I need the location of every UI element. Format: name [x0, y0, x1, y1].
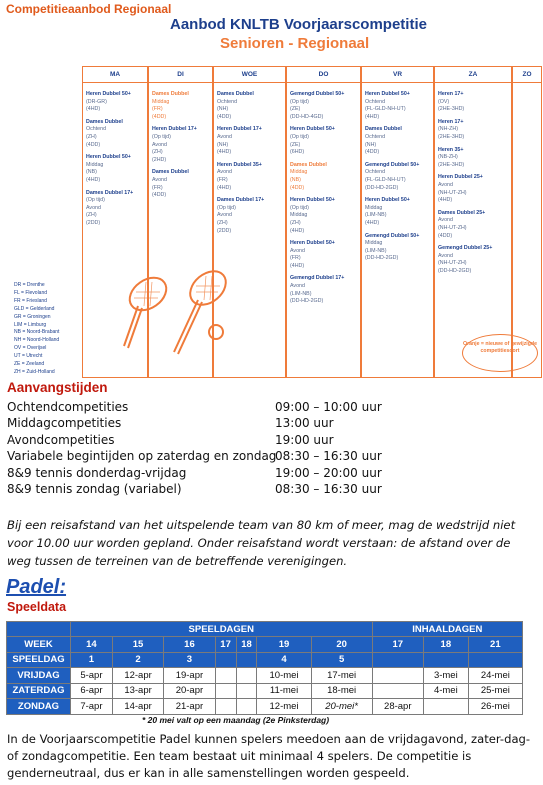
competition-detail: (DD-HD-2GD): [290, 298, 324, 305]
start-time-label: Variabele begintijden op zaterdag en zondag: [7, 449, 277, 464]
legend-item: OV = Overijsel: [14, 345, 47, 352]
date-cell: 10-mei: [257, 668, 311, 684]
section-heading: Competitieaanbod Regionaal: [6, 2, 172, 16]
start-time-value: 19:00 uur: [275, 432, 334, 447]
week-cell: 16: [164, 637, 215, 653]
competition-detail: (NB): [290, 176, 301, 183]
start-time-value: 19:00 – 20:00 uur: [275, 465, 382, 480]
competition-detail: (2DD): [217, 227, 232, 234]
date-cell: [236, 683, 257, 699]
competition-detail: (Op tijd): [152, 133, 171, 140]
competition-entry: [287, 275, 360, 305]
province-legend: [14, 282, 59, 377]
competition-detail: (Op tijd): [290, 133, 309, 140]
competition-detail: (4DD): [290, 184, 305, 191]
competition-title: Heren Dubbel 17+: [152, 126, 197, 133]
speeldag-cell: 5: [311, 652, 372, 668]
speeldag-cell: [236, 652, 257, 668]
competition-detail: (2HE-3HD): [438, 106, 465, 113]
legend-item: ZH = Zuid-Holland: [14, 368, 55, 375]
competition-detail: Avond: [438, 181, 453, 188]
competition-detail: (4DD): [152, 113, 167, 120]
start-time-value: 09:00 – 10:00 uur: [275, 400, 382, 414]
table-group-header: [7, 622, 523, 637]
legend-item: NB = Noord-Brabant: [14, 329, 60, 336]
day-header: ZO: [513, 66, 541, 83]
date-cell: 11-mei: [257, 683, 311, 699]
competition-detail: Middag: [365, 204, 383, 211]
competition-detail: Avond: [217, 212, 232, 219]
day-column: [361, 66, 434, 378]
competition-entry: [83, 91, 147, 114]
competition-entry: [362, 126, 433, 156]
competition-title: Heren Dubbel 17+: [217, 126, 262, 133]
date-cell: 28-apr: [372, 699, 423, 715]
start-time-row: [7, 465, 427, 481]
week-cell: 19: [257, 637, 311, 653]
competition-detail: Avond: [290, 247, 305, 254]
competition-detail: Avond: [438, 217, 453, 224]
competition-detail: Avond: [217, 133, 232, 140]
start-time-label: Avondcompetities: [7, 432, 115, 447]
competition-title: Heren Dubbel 35+: [217, 161, 262, 168]
competition-detail: Ochtend: [365, 133, 386, 140]
day-entries: [83, 83, 147, 228]
legend-item: GR = Groningen: [14, 313, 51, 320]
day-column: [434, 66, 512, 378]
competition-title: Gemengd Dubbel 17+: [290, 275, 345, 282]
competition-detail: (LIM-NB): [365, 212, 387, 219]
start-times-list: [7, 399, 427, 497]
date-cell: 5-apr: [71, 668, 113, 684]
week-cell: 15: [112, 637, 163, 653]
competition-detail: Ochtend: [217, 98, 238, 105]
row-label: ZONDAG: [7, 699, 71, 715]
speeldag-cell: 3: [164, 652, 215, 668]
day-entries: [287, 83, 360, 306]
competition-graphic: [0, 0, 543, 378]
competition-detail: Middag: [152, 98, 170, 105]
date-cell: [215, 668, 236, 684]
competition-detail: (NH): [217, 141, 229, 148]
competition-detail: Avond: [152, 141, 167, 148]
competition-entry: [214, 162, 285, 192]
speeldag-cell: [215, 652, 236, 668]
day-entries: [214, 83, 285, 235]
date-cell: [372, 683, 423, 699]
competition-title: Heren Dubbel 50+: [365, 91, 410, 97]
competition-title: Dames Dubbel: [152, 91, 189, 97]
competition-title: Dames Dubbel: [86, 118, 123, 125]
competition-detail: (ZH): [290, 219, 301, 226]
competition-detail: Ochtend: [365, 98, 386, 105]
competition-title: Dames Dubbel 25+: [438, 209, 486, 216]
competition-entry: [435, 119, 511, 142]
competition-detail: (Op tijd): [290, 204, 309, 211]
competition-title: Heren 35+: [438, 146, 464, 153]
competition-entry: [287, 240, 360, 270]
competition-entry: [83, 154, 147, 184]
competition-detail: Avond: [290, 283, 305, 290]
legend-item: ZE = Zeeland: [14, 361, 45, 368]
table-row: [7, 668, 523, 684]
date-cell: 26-mei: [468, 699, 522, 715]
competition-entry: [287, 126, 360, 156]
new-competition-note: Oranje = nieuwe of gewijzigde competitiesoort: [462, 334, 538, 372]
competition-detail: (DD-HD-2GD): [365, 255, 399, 262]
competition-detail: (4HD): [365, 219, 380, 226]
speeldag-cell: 2: [112, 652, 163, 668]
legend-item: GLD = Gelderland: [14, 305, 55, 312]
day-column: [512, 66, 542, 378]
start-time-value: 08:30 – 16:30 uur: [275, 481, 382, 496]
date-cell: 3-mei: [423, 668, 468, 684]
competition-title: Gemengd Dubbel 50+: [365, 232, 420, 239]
speeldag-cell: [423, 652, 468, 668]
speeldag-cell: 1: [71, 652, 113, 668]
competition-detail: (2HD): [152, 156, 167, 163]
week-cell: 21: [468, 637, 522, 653]
date-cell: 20-mei*: [311, 699, 372, 715]
competition-entry: [149, 91, 212, 121]
date-cell: [236, 668, 257, 684]
row-label: SPEELDAG: [7, 652, 71, 668]
competition-detail: (FR): [217, 176, 228, 183]
date-cell: 12-mei: [257, 699, 311, 715]
competition-detail: (LIM-NB): [365, 247, 387, 254]
date-cell: [215, 683, 236, 699]
week-cell: 17: [372, 637, 423, 653]
speeldag-cell: [372, 652, 423, 668]
table-row: [7, 683, 523, 699]
padel-heading: Padel:: [6, 576, 67, 598]
competition-detail: (DD-HD-4GD): [290, 113, 324, 120]
padel-description: In de Voorjaarscompetitie Padel kunnen spelers meedoen aan de vrijdagavond, zater-dag- of zondagcompetitie. Een team bestaat uit minimaal 4 spelers. De competitie is genderneutraal, dus er kan in alle samenstellingen worden gespeeld.: [7, 732, 531, 780]
date-cell: 4-mei: [423, 683, 468, 699]
speeldagen-header: SPEELDAGEN: [71, 622, 373, 637]
start-time-row: [7, 399, 427, 415]
competition-title: Dames Dubbel: [290, 161, 327, 168]
competition-detail: (FR): [152, 184, 163, 191]
competition-title: Heren Dubbel 25+: [438, 174, 483, 181]
date-cell: 6-apr: [71, 683, 113, 699]
competition-detail: (FL-GLD-NH-UT): [365, 106, 406, 113]
row-label: ZATERDAG: [7, 683, 71, 699]
competition-detail: (ZE): [290, 141, 301, 148]
date-cell: 19-apr: [164, 668, 215, 684]
competition-detail: (Op tijd): [86, 197, 105, 204]
competition-detail: (4HD): [86, 106, 101, 113]
competition-detail: (4HD): [365, 113, 380, 120]
date-cell: 25-mei: [468, 683, 522, 699]
competition-title: Dames Dubbel 17+: [217, 197, 265, 204]
competition-detail: (NH-UT-ZH): [438, 260, 467, 267]
competition-detail: (NB): [86, 169, 97, 176]
competition-detail: (DR-GR): [86, 98, 107, 105]
competition-detail: (2HE-3HD): [438, 161, 465, 168]
competition-title: Dames Dubbel: [152, 169, 189, 176]
competition-detail: (NH): [217, 106, 229, 113]
start-time-row: [7, 415, 427, 431]
competition-entry: [435, 174, 511, 204]
week-cell: 18: [423, 637, 468, 653]
date-cell: 18-mei: [311, 683, 372, 699]
competition-entry: [435, 245, 511, 275]
competition-detail: (NH): [365, 141, 377, 148]
competition-detail: Avond: [438, 252, 453, 259]
legend-item: DR = Drenthe: [14, 282, 45, 288]
competition-detail: Middag: [86, 161, 104, 168]
date-cell: 13-apr: [112, 683, 163, 699]
legend-item: FL = Flevoland: [14, 289, 48, 296]
competition-detail: (6HD): [290, 149, 305, 156]
competition-detail: Middag: [365, 240, 383, 247]
competition-title: Heren 17+: [438, 91, 464, 97]
competition-title: Heren 17+: [438, 118, 464, 125]
week-cell: 17: [215, 637, 236, 653]
start-times-heading: Aanvangstijden: [7, 380, 108, 395]
competition-detail: (4HD): [438, 197, 453, 204]
competition-detail: (2DD): [86, 219, 101, 226]
start-time-value: 13:00 uur: [275, 416, 334, 431]
date-cell: 21-apr: [164, 699, 215, 715]
competition-entry: [362, 162, 433, 192]
date-cell: 24-mei: [468, 668, 522, 684]
competition-title: Dames Dubbel: [365, 126, 402, 133]
start-time-label: 8&9 tennis zondag (variabel): [7, 481, 182, 496]
competition-detail: Ochtend: [86, 126, 107, 133]
competition-detail: (4DD): [152, 192, 167, 199]
competition-detail: Ochtend: [365, 169, 386, 176]
date-cell: 14-apr: [112, 699, 163, 715]
speeldag-row: [7, 652, 523, 668]
day-entries: [149, 83, 212, 200]
competition-entry: [214, 91, 285, 121]
speeldag-cell: [468, 652, 522, 668]
competition-title: Gemengd Dubbel 50+: [290, 91, 345, 97]
competition-detail: (NH-UT-ZH): [438, 189, 467, 196]
competition-entry: [362, 91, 433, 121]
competition-entry: [435, 91, 511, 114]
date-cell: 12-apr: [112, 668, 163, 684]
competition-detail: Middag: [290, 169, 308, 176]
competition-detail: (4DD): [438, 232, 453, 239]
tennis-rackets-illustration: [118, 262, 238, 362]
competition-title: Dames Dubbel: [217, 91, 254, 97]
legend-item: UT = Utrecht: [14, 353, 43, 360]
date-cell: [372, 668, 423, 684]
day-entries: [362, 83, 433, 263]
competition-detail: (NH-UT-ZH): [438, 224, 467, 231]
competition-detail: (DD-HD-2GD): [365, 184, 399, 191]
competition-detail: (LIM-NB): [290, 290, 312, 297]
week-cell: 20: [311, 637, 372, 653]
day-header: DI: [149, 66, 212, 83]
competition-detail: (4HD): [86, 176, 101, 183]
competition-entry: [214, 126, 285, 156]
competition-detail: (4HD): [217, 184, 232, 191]
competition-title: Heren Dubbel 50+: [290, 240, 335, 247]
competition-detail: (OV): [438, 98, 450, 105]
competition-detail: (Op tijd): [217, 204, 236, 211]
competition-title: Heren Dubbel 50+: [86, 154, 131, 161]
competition-title: Heren Dubbel 50+: [86, 91, 131, 97]
table-row: [7, 699, 523, 715]
competition-detail: (ZH): [86, 212, 97, 219]
date-cell: 17-mei: [311, 668, 372, 684]
inhaaldagen-header: INHAALDAGEN: [372, 622, 522, 637]
competition-detail: Avond: [152, 176, 167, 183]
date-cell: [215, 699, 236, 715]
competition-entry: [214, 197, 285, 235]
competition-detail: (DD-HD-2GD): [438, 267, 472, 274]
row-label: WEEK: [7, 637, 71, 653]
competition-detail: (ZH): [217, 219, 228, 226]
day-header: WOE: [214, 66, 285, 83]
competition-entry: [149, 126, 212, 164]
competition-entry: [149, 169, 212, 199]
competition-detail: (NH-ZH): [438, 126, 459, 133]
competition-detail: (FR): [290, 255, 301, 262]
competition-title: Gemengd Dubbel 50+: [365, 161, 420, 168]
competition-title: Heren Dubbel 50+: [290, 126, 335, 133]
graphic-subtitle: Senioren - Regionaal: [220, 35, 370, 52]
competition-detail: (ZH): [152, 149, 163, 156]
day-header: DO: [287, 66, 360, 83]
travel-distance-note: Bij een reisafstand van het uitspelende team van 80 km of meer, mag de wedstrijd niet voor 10.00 uur worden gepland. Onder reisafstand wordt verstaan: de afstand over de weg tussen de terreinen van de betreffende verenigingen.: [7, 518, 516, 568]
competition-detail: (ZH): [86, 133, 97, 140]
competition-detail: (4DD): [365, 149, 380, 156]
date-cell: 20-apr: [164, 683, 215, 699]
start-time-label: Ochtendcompetities: [7, 400, 129, 414]
competition-title: Gemengd Dubbel 25+: [438, 245, 493, 252]
week-cell: 14: [71, 637, 113, 653]
start-time-row: [7, 481, 427, 497]
start-time-row: [7, 448, 427, 464]
competition-entry: [287, 197, 360, 235]
competition-entry: [362, 233, 433, 263]
competition-detail: (Op tijd): [290, 98, 309, 105]
day-header: ZA: [435, 66, 511, 83]
competition-detail: (NB-ZH): [438, 154, 458, 161]
competition-detail: (4HD): [217, 149, 232, 156]
row-label: VRIJDAG: [7, 668, 71, 684]
graphic-title: Aanbod KNLTB Voorjaarscompetitie: [170, 16, 427, 33]
competition-detail: (FR): [152, 106, 163, 113]
date-cell: 7-apr: [71, 699, 113, 715]
padel-schedule-table: [6, 621, 523, 715]
week-cell: 18: [236, 637, 257, 653]
competition-entry: [435, 210, 511, 240]
competition-detail: Avond: [217, 169, 232, 176]
competition-detail: Middag: [290, 212, 308, 219]
day-entries: [513, 83, 541, 91]
start-time-label: 8&9 tennis donderdag-vrijdag: [7, 465, 187, 480]
competition-title: Dames Dubbel 17+: [86, 189, 134, 196]
competition-detail: (4DD): [86, 141, 101, 148]
competition-detail: (4HD): [290, 262, 305, 269]
start-time-label: Middagcompetities: [7, 416, 122, 431]
competition-entry: [83, 190, 147, 228]
competition-detail: (2HE-3HD): [438, 133, 465, 140]
legend-item: NH = Noord-Holland: [14, 337, 60, 344]
date-cell: [423, 699, 468, 715]
competition-detail: Avond: [86, 204, 101, 211]
day-column: [286, 66, 361, 378]
legend-item: FR = Friesland: [14, 297, 47, 304]
week-row: [7, 637, 523, 653]
legend-item: LIM = Limburg: [14, 321, 47, 328]
competition-detail: (4DD): [217, 113, 232, 120]
competition-detail: (4HD): [290, 227, 305, 234]
day-header: VR: [362, 66, 433, 83]
competition-title: Heren Dubbel 50+: [290, 197, 335, 204]
competition-detail: (ZE): [290, 106, 301, 113]
competition-entry: [287, 91, 360, 121]
competition-entry: [83, 119, 147, 149]
competition-entry: [287, 162, 360, 192]
play-dates-heading: Speeldata: [7, 600, 67, 614]
competition-entry: [362, 197, 433, 227]
pinkster-footnote: * 20 mei valt op een maandag (2e Pinksterdag): [142, 715, 330, 725]
date-cell: [236, 699, 257, 715]
competition-detail: (FL-GLD-NH-UT): [365, 176, 406, 183]
day-entries: [435, 83, 511, 275]
start-time-row: [7, 432, 427, 448]
speeldag-cell: 4: [257, 652, 311, 668]
header-corner: [7, 622, 71, 637]
competition-entry: [435, 147, 511, 170]
day-header: MA: [83, 66, 147, 83]
competition-title: Heren Dubbel 50+: [365, 197, 410, 204]
start-time-value: 08:30 – 16:30 uur: [275, 449, 382, 464]
